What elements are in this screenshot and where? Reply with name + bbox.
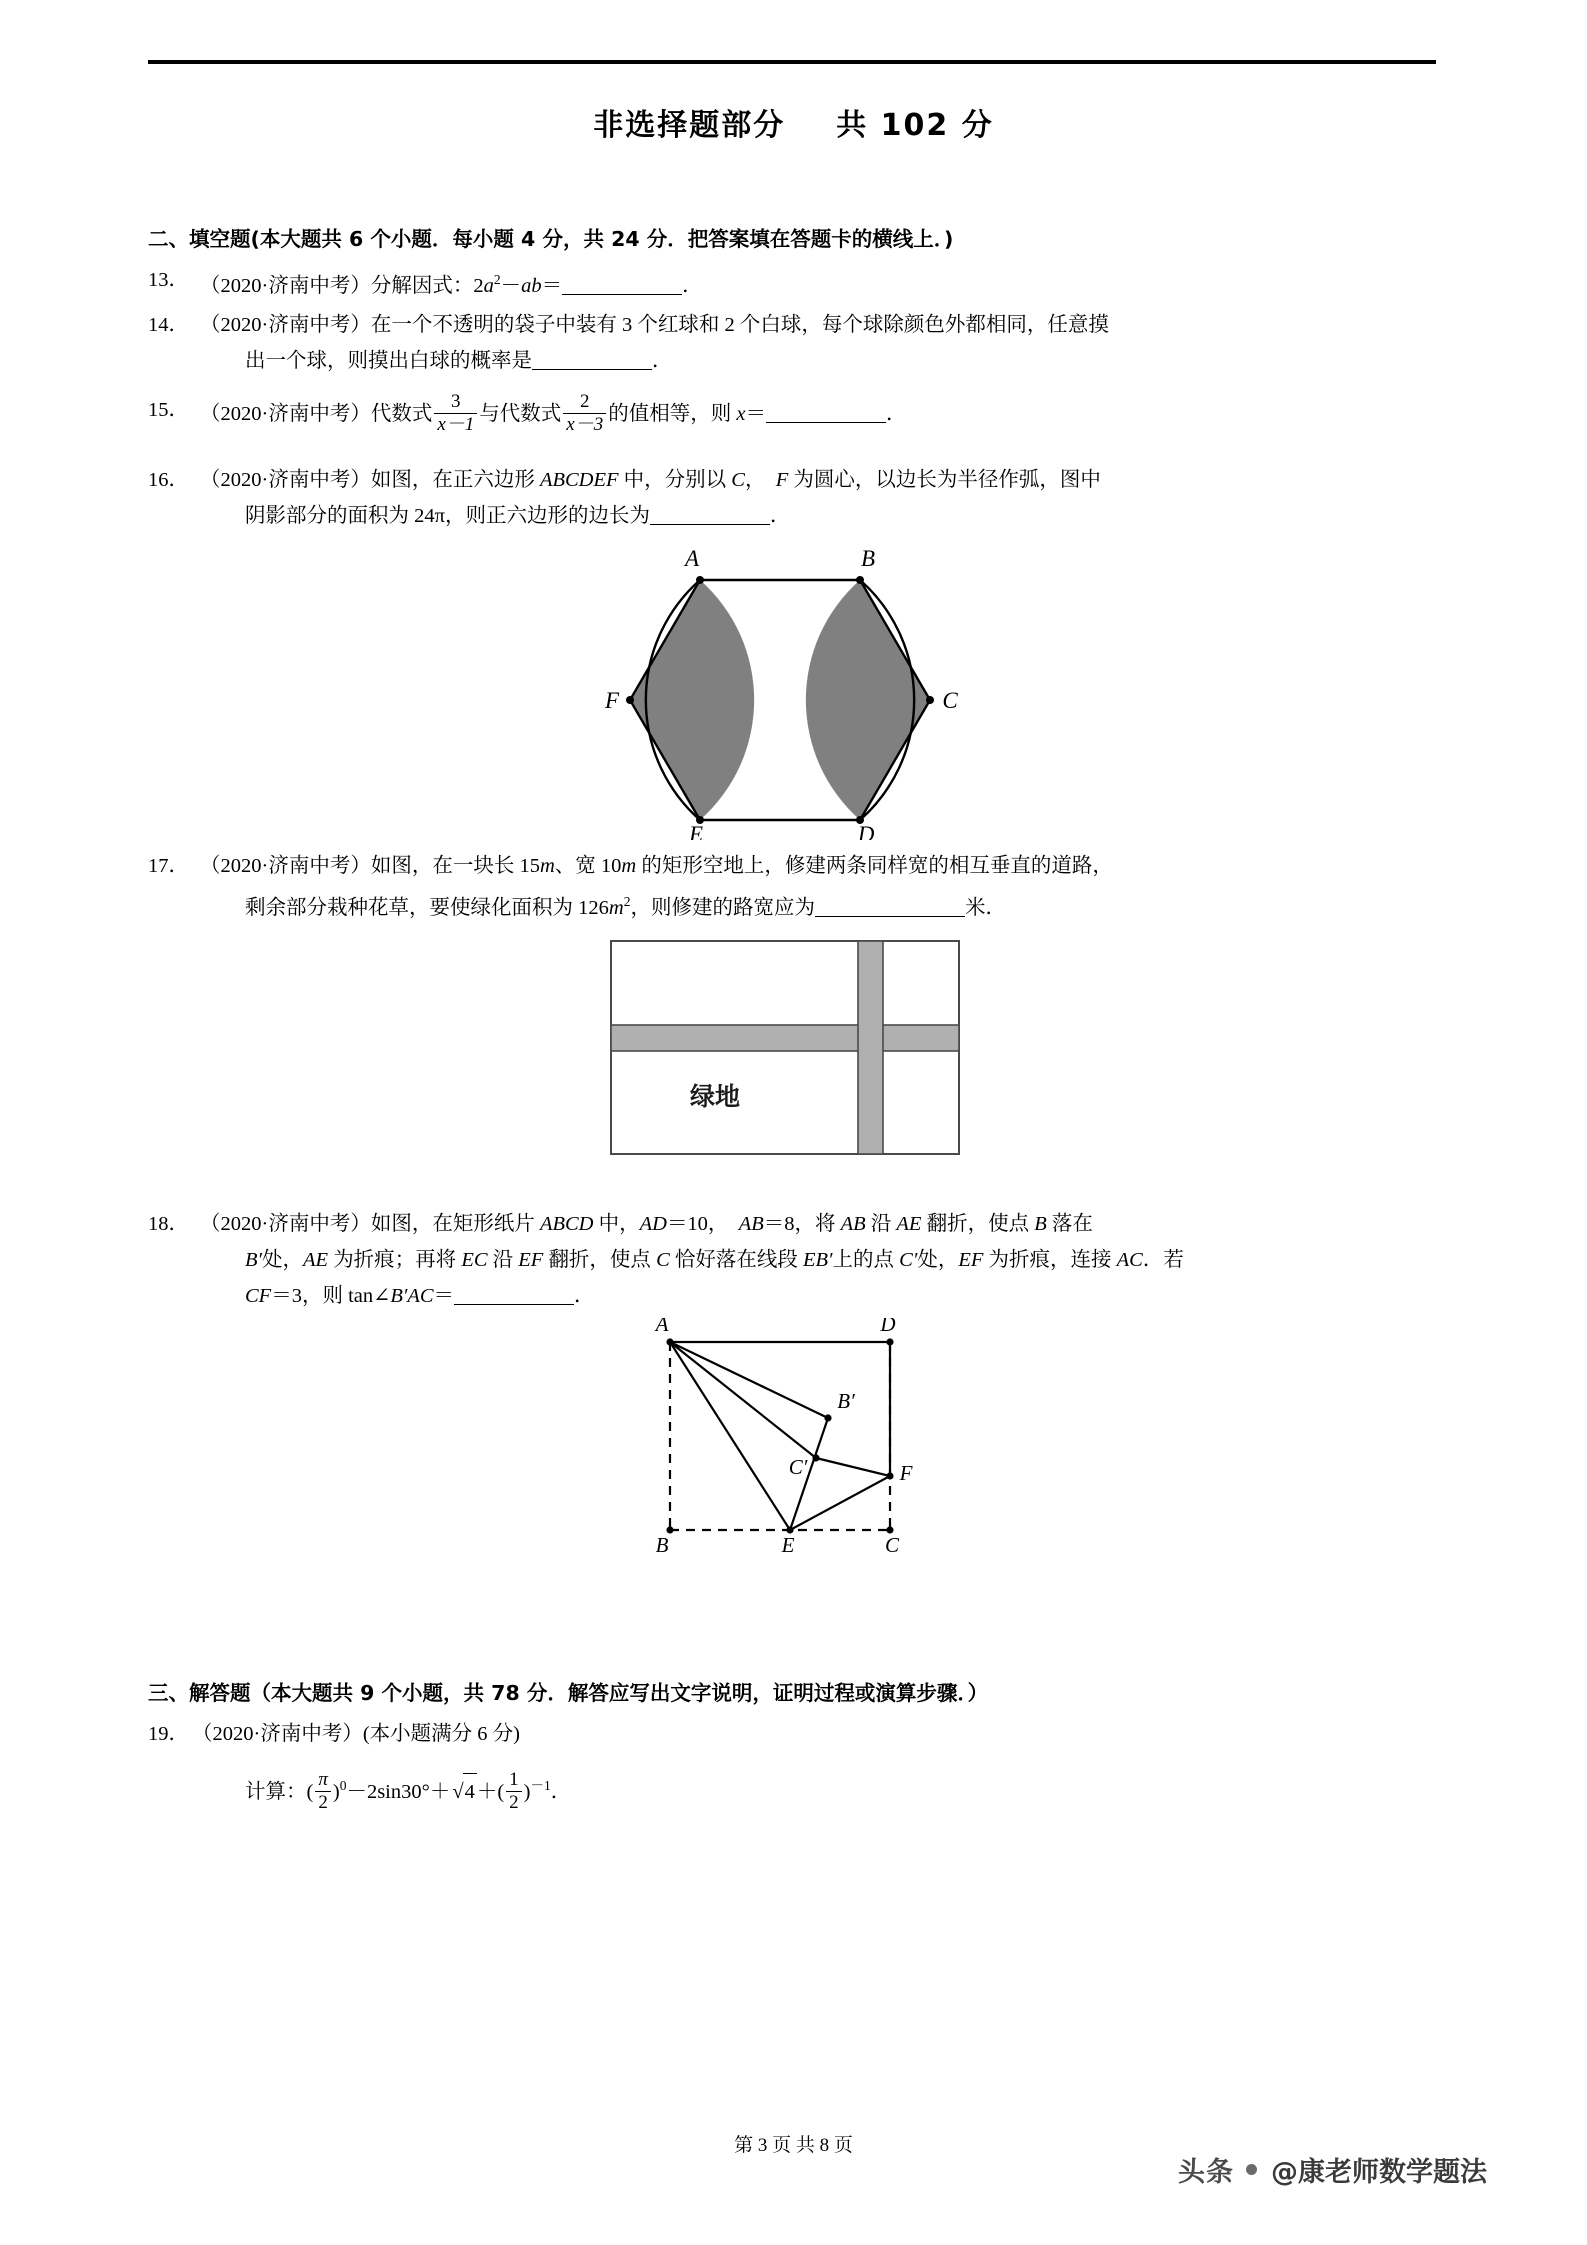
q15-period: ． — [885, 403, 907, 426]
q18-t-r: ＝ — [433, 1285, 455, 1307]
q18-seg-ae2: AE — [303, 1249, 329, 1271]
q18-t-c: ＝10， — [666, 1213, 739, 1235]
q13-answer-blank[interactable] — [562, 294, 682, 295]
q16-abcdef: ABCDEF — [539, 469, 619, 491]
q15-fraction-2 — [563, 392, 606, 435]
hexagon-svg — [600, 540, 960, 840]
q18-t-b: 中， — [593, 1213, 640, 1235]
q15-frac2-numerator: 2 — [579, 391, 590, 412]
q16-line2: 阴影部分的面积为 24π，则正六边形的边长为 — [245, 505, 650, 527]
q15-text-b: 与代数式 — [479, 403, 562, 426]
q19-period: ． — [550, 1780, 572, 1803]
q18-t-p: ．若 — [1142, 1249, 1184, 1271]
point-a-dot — [666, 1338, 673, 1345]
q18-seg-ef: EF — [518, 1249, 544, 1271]
q18-t-j: 沿 — [487, 1249, 519, 1271]
question-18-body — [200, 1206, 1445, 1314]
question-15-number: 15． — [148, 399, 189, 421]
page-title-text: 非选择题部分 — [593, 108, 786, 143]
point-bprime-dot — [824, 1414, 831, 1421]
segment-cprime-f — [816, 1458, 890, 1476]
q19-radicand: 4 — [463, 1773, 477, 1810]
q15-source: （2020·济南中考） — [200, 403, 371, 426]
q18-seg-cf: CF — [245, 1285, 272, 1307]
q17-t-d: 剩余部分栽种花草，要使绿化面积为 126 — [245, 896, 609, 919]
q18-seg-ad: AD — [639, 1213, 667, 1235]
question-17-number: 17． — [148, 855, 189, 877]
q14-line1: 在一个不透明的袋子中装有 3 个红球和 2 个白球，每个球除颜色外都相同，任意摸 — [370, 314, 1109, 336]
q18-point-bprime: B′ — [245, 1249, 263, 1271]
q18-period: ． — [574, 1285, 595, 1307]
road-intersection — [859, 1026, 882, 1050]
watermark-dot-icon — [1246, 2164, 1257, 2175]
question-15-body — [200, 392, 1445, 435]
q19-frac1-denominator: 2 — [318, 1791, 328, 1813]
q14-answer-blank[interactable] — [532, 369, 652, 370]
q18-seg-ec: EC — [461, 1249, 488, 1271]
q17-unit-exponent: 2 — [623, 894, 631, 909]
hex-label-a: A — [684, 546, 700, 571]
q18-t-a: 如图，在矩形纸片 — [370, 1213, 540, 1235]
q18-point-c: C — [656, 1249, 670, 1271]
fold-label-f: F — [899, 1461, 913, 1485]
q18-t-q: ＝3，则 tan∠ — [271, 1285, 391, 1307]
q19-radical-sign: √ — [452, 1780, 464, 1803]
q13-var-ab: ab — [521, 274, 542, 297]
fold-label-b: B — [655, 1533, 669, 1557]
hexagon-figure — [600, 540, 960, 845]
q15-var-x: x — [736, 403, 746, 426]
q19-paren-close-1: ) — [332, 1780, 340, 1803]
q18-point-cprime: C′ — [899, 1249, 918, 1271]
q15-fraction-1 — [434, 392, 477, 435]
watermark-logo: 头条 — [1178, 2157, 1234, 2188]
green-land-svg — [610, 940, 960, 1155]
vertex-a-dot — [696, 576, 704, 584]
q19-frac2-numerator: 1 — [509, 1768, 519, 1790]
q13-exponent: 2 — [493, 272, 501, 287]
fold-label-d: D — [880, 1318, 896, 1336]
q13-equals: ＝ — [541, 274, 563, 297]
q18-t-n: 处， — [917, 1249, 959, 1271]
green-land-label: 绿地 — [689, 1082, 741, 1111]
q19-exponent-minus-one: －1 — [530, 1778, 551, 1793]
q17-source: （2020·济南中考） — [200, 855, 371, 877]
hexagon-shaded-right — [806, 580, 930, 820]
q13-source: （2020·济南中考） — [200, 274, 371, 297]
q13-period: ． — [682, 274, 703, 297]
q18-t-i: 为折痕；再将 — [328, 1249, 462, 1271]
q19-sqrt — [450, 1773, 477, 1810]
q19-paren-open-1: ( — [306, 1780, 314, 1803]
horizontal-road — [611, 1025, 959, 1051]
q19-source: （2020·济南中考） — [192, 1723, 363, 1745]
q15-equals: ＝ — [745, 403, 766, 426]
segment-a-cprime — [670, 1342, 816, 1458]
q19-fraction-pi-2 — [315, 1770, 331, 1813]
q18-t-k: 翻折，使点 — [543, 1249, 657, 1271]
q15-frac1-denominator: x－1 — [437, 413, 475, 435]
fold-label-e: E — [781, 1533, 795, 1557]
point-d-dot — [886, 1338, 893, 1345]
q19-frac2-denominator: 2 — [509, 1791, 519, 1813]
point-f-dot — [886, 1472, 893, 1479]
vertex-f-dot — [626, 696, 634, 704]
q18-t-e: 沿 — [865, 1213, 897, 1235]
q16-point-f: F — [775, 469, 789, 491]
fold-label-c: C — [884, 1533, 900, 1557]
q16-t-e: 为圆心，以边长为半径作弧，图中 — [788, 469, 1101, 491]
fold-geometry-figure — [640, 1318, 920, 1563]
q15-frac2-denominator: x－3 — [566, 413, 604, 435]
question-16-body — [200, 462, 1445, 534]
q19-paren-open-2: ( — [497, 1780, 505, 1803]
hex-label-c: C — [942, 688, 958, 713]
q18-t-d: ＝8，将 — [763, 1213, 841, 1235]
question-16-number: 16． — [148, 469, 189, 491]
q19-term-2: －2sin30°＋ — [346, 1780, 451, 1803]
q17-t-e: ，则修建的路宽应为 — [630, 896, 815, 919]
question-19-expression — [200, 1768, 1445, 1813]
q18-seg-ac: AC — [1116, 1249, 1143, 1271]
q17-t-b: 、宽 10 — [554, 855, 622, 877]
q15-text-c: 的值相等，则 — [608, 403, 737, 426]
question-13-number: 13． — [148, 269, 189, 291]
q19-term-4: ＋ — [476, 1780, 498, 1803]
q18-t-l: 恰好落在线段 — [669, 1249, 803, 1271]
question-14-body — [200, 307, 1445, 379]
q18-t-g: 落在 — [1046, 1213, 1093, 1235]
q16-t-a: 如图，在正六边形 — [370, 469, 540, 491]
green-land-figure — [610, 940, 960, 1160]
q13-text-a: 分解因式：2 — [370, 274, 484, 297]
hex-label-f: F — [604, 688, 620, 713]
q18-source: （2020·济南中考） — [200, 1213, 371, 1235]
section-3-heading: 三、解答题（本大题共 9 个小题，共 78 分．解答应写出文字说明，证明过程或演算步骤．） — [148, 1681, 989, 1705]
page-footer: 第 3 页 共 8 页 — [734, 2135, 853, 2156]
q17-answer-blank[interactable] — [815, 916, 965, 917]
q19-exponent-zero: 0 — [339, 1778, 347, 1793]
hexagon-shaded-left — [630, 580, 754, 820]
q19-fraction-1-2 — [506, 1770, 522, 1813]
q17-t-a: 如图，在一块长 15 — [370, 855, 540, 877]
q19-calc-label: 计算： — [245, 1780, 307, 1803]
fold-label-bprime: B′ — [837, 1389, 855, 1413]
q15-text-a: 代数式 — [370, 403, 433, 426]
fold-label-a: A — [655, 1318, 669, 1336]
q19-paren-close-2: ) — [523, 1780, 531, 1803]
q18-t-m: 上的点 — [832, 1249, 900, 1271]
q18-point-b: B — [1034, 1213, 1047, 1235]
question-18-number: 18． — [148, 1213, 189, 1235]
q16-t-b: 中，分别以 — [618, 469, 732, 491]
q18-abcd: ABCD — [539, 1213, 594, 1235]
q18-t-o: 为折痕，连接 — [983, 1249, 1117, 1271]
q18-seg-ef2: EF — [958, 1249, 984, 1271]
q16-period: ． — [769, 505, 791, 527]
watermark-handle: @康老师数学题法 — [1271, 2157, 1487, 2188]
q18-t-f: 翻折，使点 — [921, 1213, 1035, 1235]
q17-t-f: 米． — [964, 896, 1006, 919]
watermark — [1178, 2150, 1487, 2189]
q17-unit-m1: m — [539, 855, 555, 877]
hex-label-e: E — [688, 822, 704, 840]
q14-line2: 出一个球，则摸出白球的概率是 — [245, 350, 532, 372]
fold-label-cprime: C′ — [788, 1455, 808, 1479]
question-13-body — [200, 262, 1445, 304]
q18-angle-bac: B′AC — [390, 1285, 434, 1307]
question-19-body — [192, 1716, 1437, 1752]
q18-seg-ebprime: EB′ — [803, 1249, 833, 1271]
page-title — [0, 100, 1587, 144]
page-title-score: 共 102 分 — [836, 108, 994, 143]
header-rule — [148, 60, 1436, 64]
q16-answer-blank[interactable] — [650, 524, 770, 525]
q14-source: （2020·济南中考） — [200, 314, 371, 336]
q19-marks: (本小题满分 6 分) — [362, 1723, 520, 1745]
q17-unit-m3: m — [608, 896, 624, 919]
q17-t-c: 的矩形空地上，修建两条同样宽的相互垂直的道路， — [636, 855, 1113, 877]
fold-geometry-svg — [640, 1318, 920, 1558]
q13-var-a: a — [483, 274, 494, 297]
point-cprime-dot — [812, 1454, 819, 1461]
section-2-heading: 二、填空题(本大题共 6 个小题．每小题 4 分，共 24 分．把答案填在答题卡的横线上．) — [148, 227, 954, 251]
q15-frac1-numerator: 3 — [451, 391, 461, 412]
question-19-number: 19． — [148, 1723, 189, 1745]
q18-answer-blank[interactable] — [454, 1304, 574, 1305]
q14-period: ． — [652, 350, 673, 372]
q18-seg-ae: AE — [896, 1213, 922, 1235]
hex-label-d: D — [857, 822, 875, 840]
q19-frac1-numerator: π — [318, 1768, 328, 1790]
q16-point-c: C — [731, 469, 745, 491]
q17-unit-m2: m — [621, 855, 637, 877]
vertex-c-dot — [926, 696, 934, 704]
vertex-b-dot — [856, 576, 864, 584]
q18-seg-ab2: AB — [840, 1213, 866, 1235]
q16-source: （2020·济南中考） — [200, 469, 371, 491]
question-14-number: 14． — [148, 314, 189, 336]
q18-seg-ab: AB — [738, 1213, 764, 1235]
q13-minus: － — [500, 274, 522, 297]
hex-label-b: B — [860, 546, 876, 571]
q15-answer-blank[interactable] — [766, 422, 886, 423]
question-17-body — [200, 848, 1445, 926]
q16-t-d: ， — [744, 469, 776, 491]
q18-t-h: 处， — [262, 1249, 304, 1271]
